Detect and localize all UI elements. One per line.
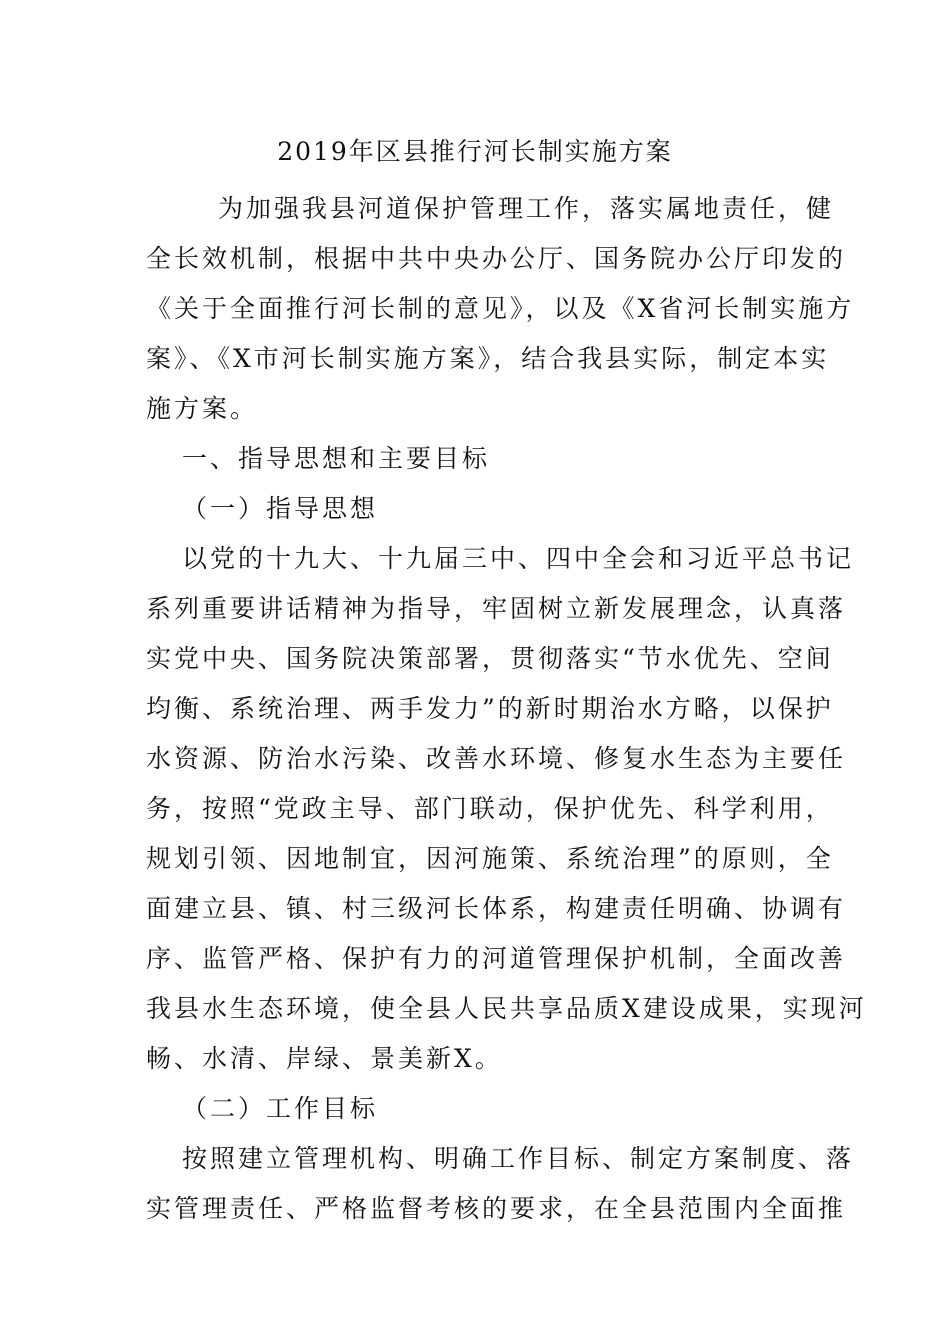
body-line: 规划引领、因地制宜，因河施策、系统治理”的原则，全 [146,844,834,873]
body-line: （二）工作目标 [182,1094,379,1123]
body-line: 施方案。 [146,394,259,423]
body-line: 实党中央、国务院决策部署，贯彻落实“节水优先、空间 [146,644,834,673]
body-line: 案》、《X市河长制实施方案》，结合我县实际，制定本实 [146,344,830,373]
document-title: 2019年区县推行河长制实施方案 [277,137,673,166]
body-line: 水资源、防治水污染、改善水环境、修复水生态为主要任 [146,744,847,773]
body-line: 均衡、系统治理、两手发力”的新时期治水方略，以保护 [146,694,834,723]
body-line: 实管理责任、严格监督考核的要求，在全县范围内全面推 [146,1194,847,1223]
body-line: 以党的十九大、十九届三中、四中全会和习近平总书记 [182,544,855,573]
body-line: 序、监管严格、保护有力的河道管理保护机制，全面改善 [146,944,847,973]
body-line: 按照建立管理机构、明确工作目标、制定方案制度、落 [182,1144,855,1173]
document-body [146,184,867,1234]
body-line: 我县水生态环境，使全县人民共享品质X建设成果，实现河 [146,994,867,1023]
body-line: 畅、水清、岸绿、景美新X。 [146,1044,503,1073]
body-line: 一、指导思想和主要目标 [182,444,491,473]
body-line: 面建立县、镇、村三级河长体系，构建责任明确、协调有 [146,894,847,923]
body-line: 务，按照“党政主导、部门联动，保护优先、科学利用， [146,794,834,823]
body-line: 为加强我县河道保护管理工作，落实属地责任，健 [218,194,835,223]
body-line: 全长效机制，根据中共中央办公厅、国务院办公厅印发的 [146,244,847,273]
body-line: 《关于全面推行河长制的意见》，以及《X省河长制实施方 [146,294,855,323]
body-line: 系列重要讲话精神为指导，牢固树立新发展理念，认真落 [146,594,847,623]
body-line: （一）指导思想 [182,494,379,523]
